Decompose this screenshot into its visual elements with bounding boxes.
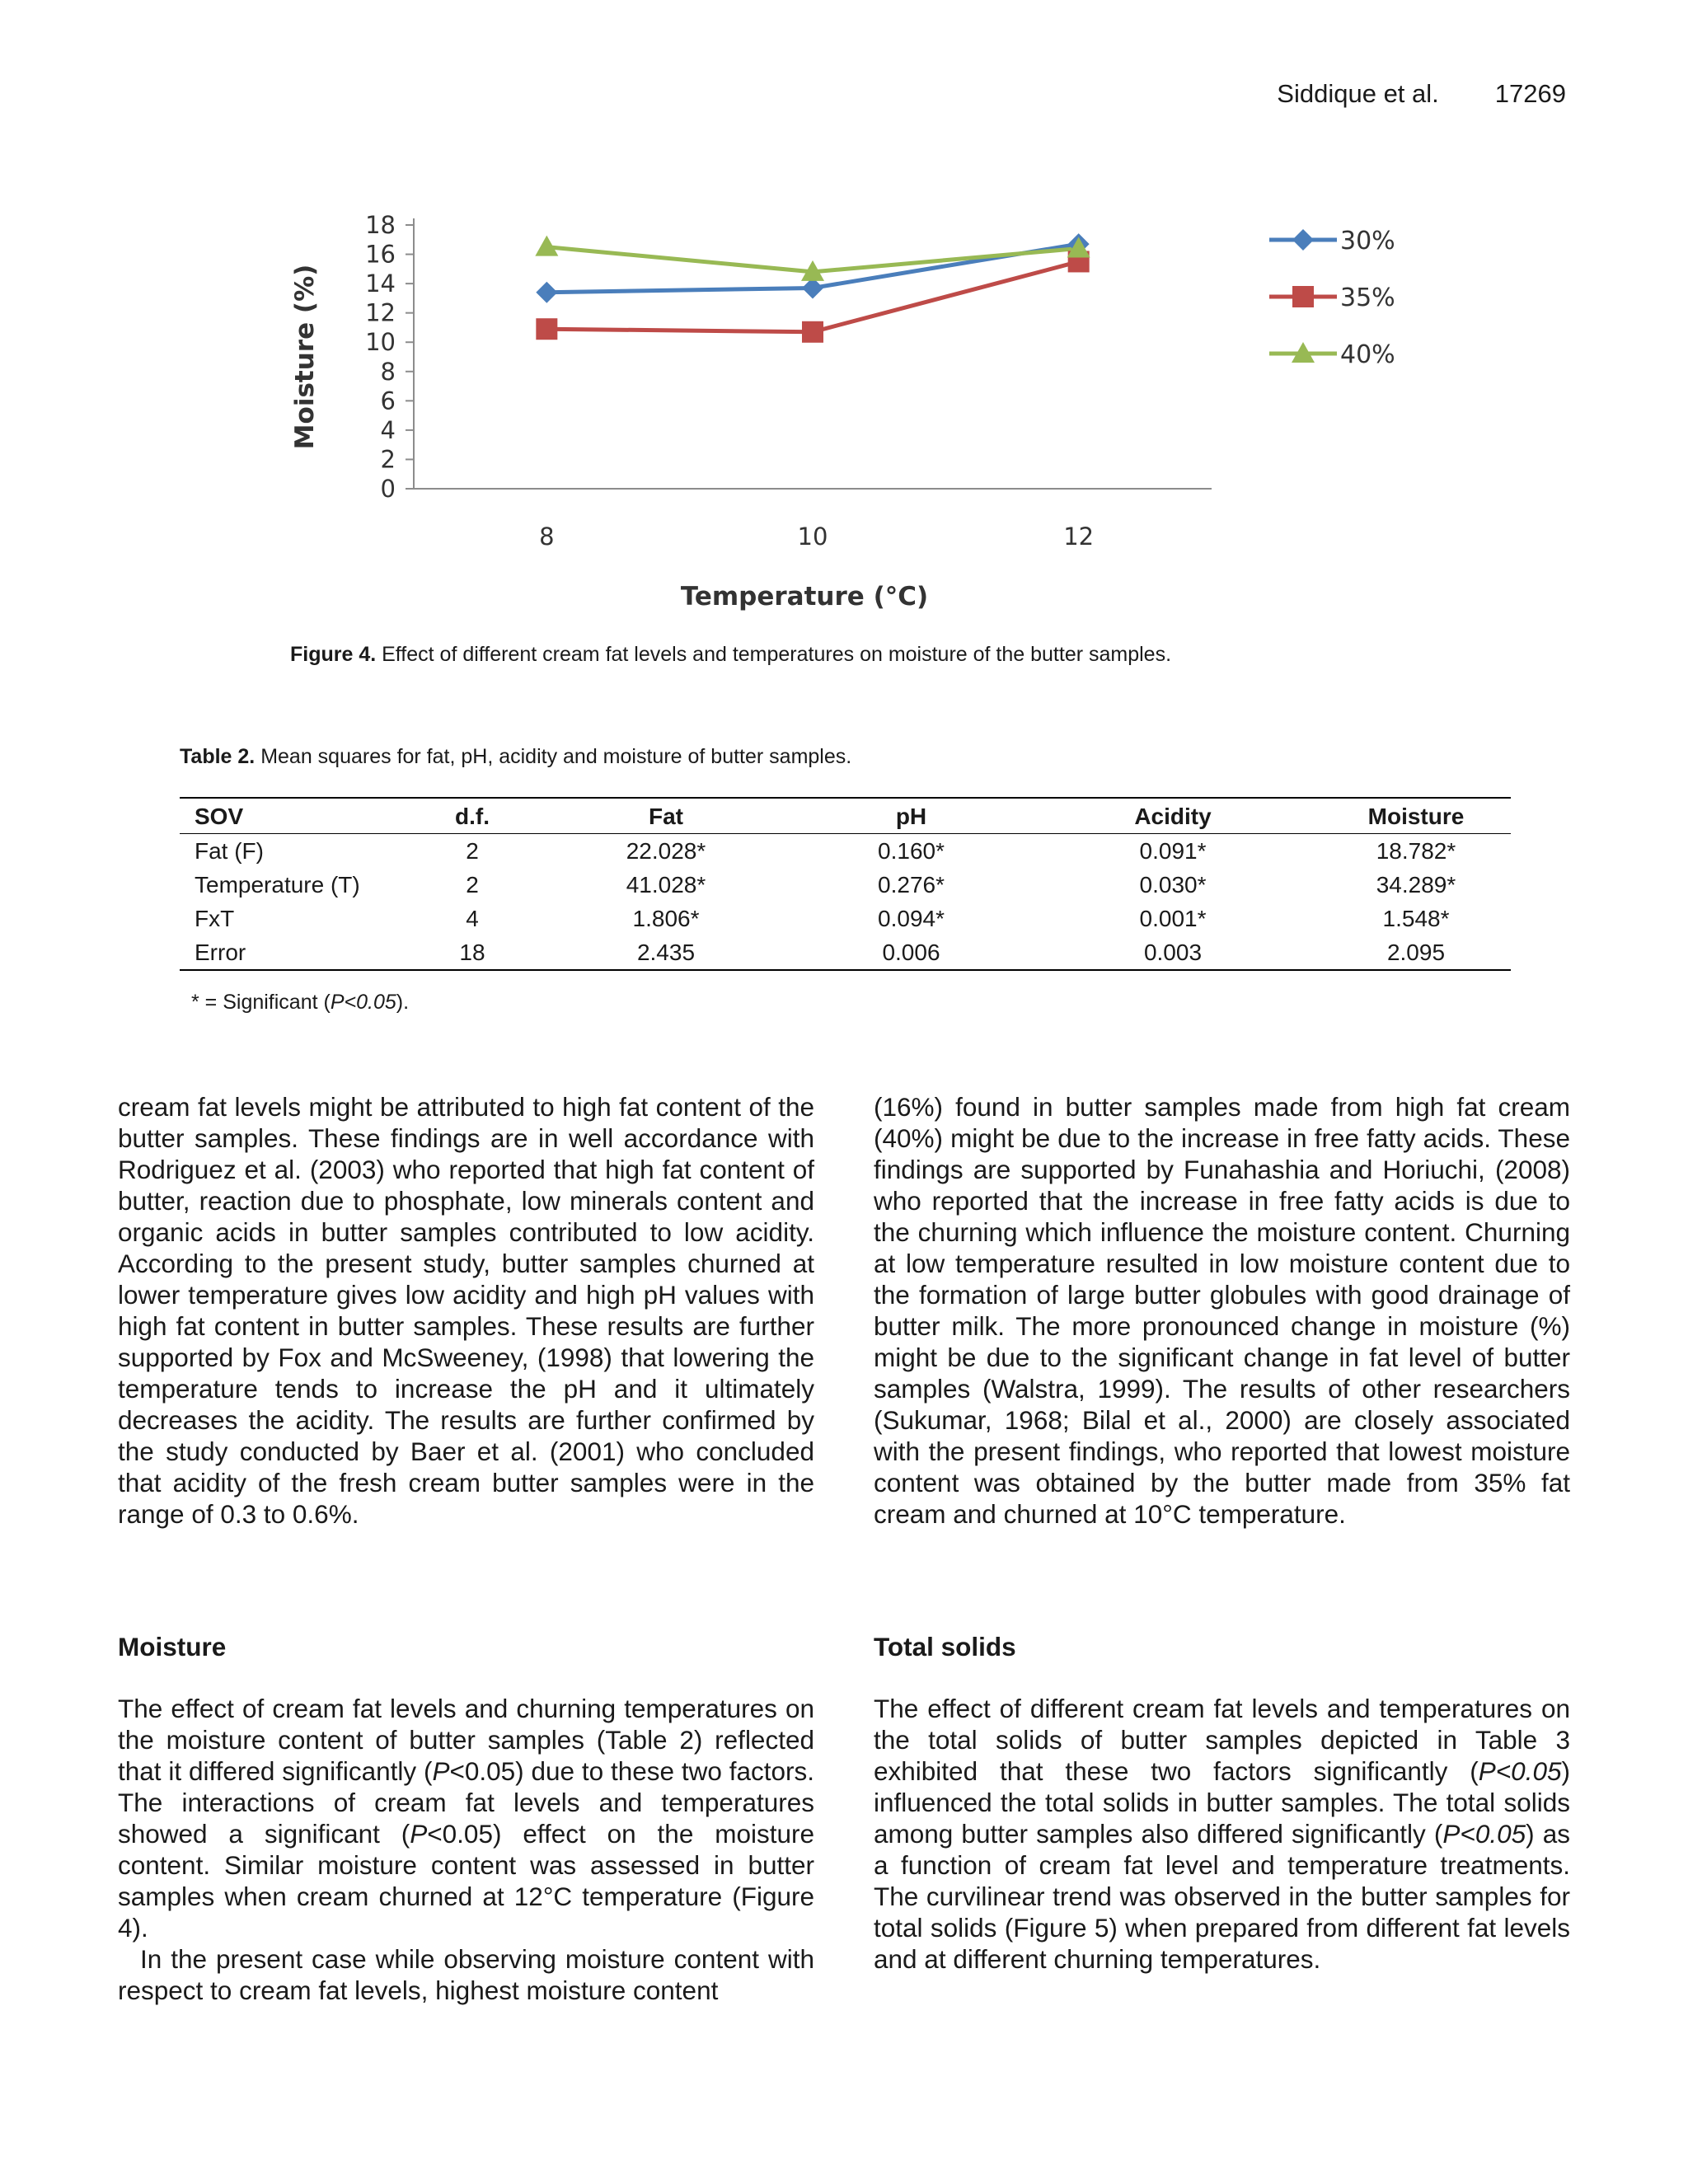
- legend-label: 40%: [1340, 340, 1395, 369]
- table-cell: 18: [459, 939, 485, 965]
- heading-moisture: Moisture: [118, 1632, 227, 1661]
- y-axis-label: Moisture (%): [290, 264, 320, 450]
- running-head-authors: Siddique et al.: [1277, 79, 1439, 108]
- table-cell: 0.001*: [1139, 905, 1207, 931]
- table-header-cell: SOV: [195, 804, 244, 829]
- table-footnote: [191, 991, 409, 1015]
- y-tick-label: 6: [380, 387, 396, 415]
- table-cell: 2: [466, 837, 479, 864]
- table-row: [180, 868, 1511, 902]
- y-tick-label: 0: [380, 475, 396, 503]
- text-run: The effect of different cream fat levels and temperatures on the total solids of butter samples depicted in Table 3 exhibited that these two factors significantly (: [874, 1694, 1570, 1786]
- legend-label: 30%: [1340, 227, 1395, 255]
- table-cell: 41.028*: [626, 871, 706, 898]
- y-tick-label: 4: [380, 415, 396, 444]
- running-head: [1277, 79, 1566, 109]
- y-tick-label: 12: [365, 298, 396, 327]
- text-run: ) influenced the total solids in butter samples. The total solids among butter samples also differed significantly (: [874, 1756, 1570, 1849]
- table-header-cell: Acidity: [1134, 804, 1212, 829]
- table-cell: Temperature (T): [195, 871, 360, 898]
- mean-squares-table: [180, 797, 1511, 971]
- y-tick-label: 2: [380, 445, 396, 474]
- right-column-paragraph-1: [874, 1091, 1570, 1530]
- table-cell: 0.160*: [878, 837, 945, 864]
- y-tick-label: 18: [365, 211, 396, 239]
- y-tick-label: 14: [365, 269, 396, 298]
- figure-caption: [290, 643, 1171, 667]
- table-title-label: Table 2.: [180, 745, 256, 768]
- table-cell: 22.028*: [626, 837, 706, 864]
- text-run: <0.05) due to these two factors. The interactions of cream fat levels and temperatures showed a significant (: [118, 1756, 814, 1849]
- table-cell: 34.289*: [1376, 871, 1456, 898]
- paragraph: cream fat levels might be attributed to high fat content of the butter samples. These findings are in well accordance with Rodriguez et al. (2003) who reported that high fat content of butter, reaction due to phosphate, low minerals content and organic acids in butter samples contributed to low acidity. According to the present study, butter samples churned at lower temperature gives low acidity and high pH values with high fat content in butter samples. These results are further supported by Fox and McSweeney, (1998) that lowering the temperature tends to increase the pH and it ultimately decreases the acidity. The results are further confirmed by the study conducted by Baer et al. (2001) who concluded that acidity of the fresh cream butter samples were in the range of 0.3 to 0.6%.: [118, 1092, 814, 1529]
- table-header-cell: d.f.: [455, 804, 490, 829]
- page-number: 17269: [1494, 79, 1566, 108]
- legend-label: 35%: [1340, 284, 1395, 312]
- italic-p: P<0.05: [1442, 1819, 1526, 1849]
- table-row: [180, 935, 1511, 970]
- italic-p: P: [410, 1819, 428, 1849]
- paragraph: [874, 1693, 1570, 1975]
- text-run: ) as a function of cream fat level and temperature treatments. The curvilinear trend was observed in the butter samples for total solids (Figure 5) when prepared from different fat levels and at different churning temperatures.: [874, 1819, 1571, 1974]
- table-cell: 1.806*: [632, 905, 700, 931]
- table-header-cell: Fat: [649, 804, 683, 829]
- heading-total-solids: Total solids: [874, 1632, 1016, 1661]
- figure-caption-label: Figure 4.: [290, 643, 377, 666]
- footnote-post: ).: [396, 991, 410, 1014]
- paragraph: [118, 1693, 814, 1943]
- table-header-cell: pH: [895, 804, 927, 829]
- footnote-pre: * = Significant (: [191, 991, 331, 1014]
- paragraph: In the present case while observing moisture content with respect to cream fat levels, highest moisture content: [118, 1944, 814, 2005]
- table-cell: 0.094*: [878, 905, 945, 931]
- table-cell: 2.435: [636, 939, 696, 965]
- text-run: The effect of cream fat levels and churning temperatures on the moisture content of butter samples (Table 2) reflected that it differed significantly (: [118, 1694, 814, 1786]
- table-cell: 18.782*: [1376, 837, 1456, 864]
- data-point-35pct: [802, 321, 823, 343]
- table-cell: FxT: [195, 905, 235, 931]
- y-tick-label: 8: [380, 357, 396, 386]
- table-cell: 0.030*: [1139, 871, 1207, 898]
- table-cell: 1.548*: [1382, 905, 1450, 931]
- figure-caption-text: Effect of different cream fat levels and temperatures on moisture of the butter samples.: [376, 643, 1172, 666]
- paragraph: (16%) found in butter samples made from high fat cream (40%) might be due to the increase in free fatty acids. These findings are supported by Funahashia and Horiuchi, (2008) who reported that the increase in free fatty acids is due to the churning which influence the moisture content. Churning at low temperature resulted in low moisture content due to the formation of large butter globules with good drainage of butter milk. The more pronounced change in moisture (%) might be due to the significant change in fat level of butter samples (Walstra, 1999). The results of other researchers (Sukumar, 1968; Bilal et al., 2000) are closely associated with the present findings, who reported that lowest moisture content was obtained by the butter made from 35% fat cream and churned at 10°C temperature.: [874, 1092, 1570, 1529]
- table-cell: 2.095: [1386, 939, 1446, 965]
- moisture-line-chart: [280, 198, 1434, 626]
- table-title: [180, 745, 851, 769]
- footnote-p: P<0.05: [330, 991, 396, 1014]
- y-tick-label: 10: [365, 328, 396, 357]
- x-tick-label: 12: [1063, 523, 1095, 551]
- table-cell: 0.091*: [1139, 837, 1207, 864]
- table-title-text: Mean squares for fat, pH, acidity and moisture of butter samples.: [255, 745, 852, 768]
- legend-marker: [1292, 229, 1314, 251]
- table-header-cell: Moisture: [1367, 804, 1465, 829]
- right-column-total-solids-text: [874, 1693, 1570, 1975]
- table-row: [180, 902, 1511, 935]
- table-row: [180, 834, 1511, 869]
- data-point-30pct: [536, 282, 557, 303]
- y-tick-label: 16: [365, 240, 396, 269]
- x-tick-label: 8: [539, 523, 555, 551]
- italic-p: P: [432, 1756, 450, 1786]
- left-column-paragraph-1: [118, 1091, 814, 1530]
- left-column-moisture-text: [118, 1693, 814, 2006]
- legend-marker: [1292, 286, 1314, 307]
- table-cell: 0.006: [882, 939, 940, 965]
- text-run: <0.05) effect on the moisture content. Similar moisture content was assessed in butter samples when cream churned at 12°C temperature (Figure 4).: [118, 1819, 814, 1943]
- x-axis-label: Temperature (°C): [680, 582, 929, 612]
- table-cell: 2: [466, 871, 479, 898]
- table-header-row: [180, 798, 1511, 834]
- table-cell: 0.003: [1143, 939, 1203, 965]
- table-cell: Fat (F): [195, 837, 264, 864]
- data-point-35pct: [536, 318, 557, 340]
- table-cell: 0.276*: [878, 871, 945, 898]
- table-cell: 4: [466, 905, 479, 931]
- table-cell: Error: [195, 939, 246, 965]
- italic-p: P<0.05: [1478, 1756, 1562, 1786]
- x-tick-label: 10: [797, 523, 828, 551]
